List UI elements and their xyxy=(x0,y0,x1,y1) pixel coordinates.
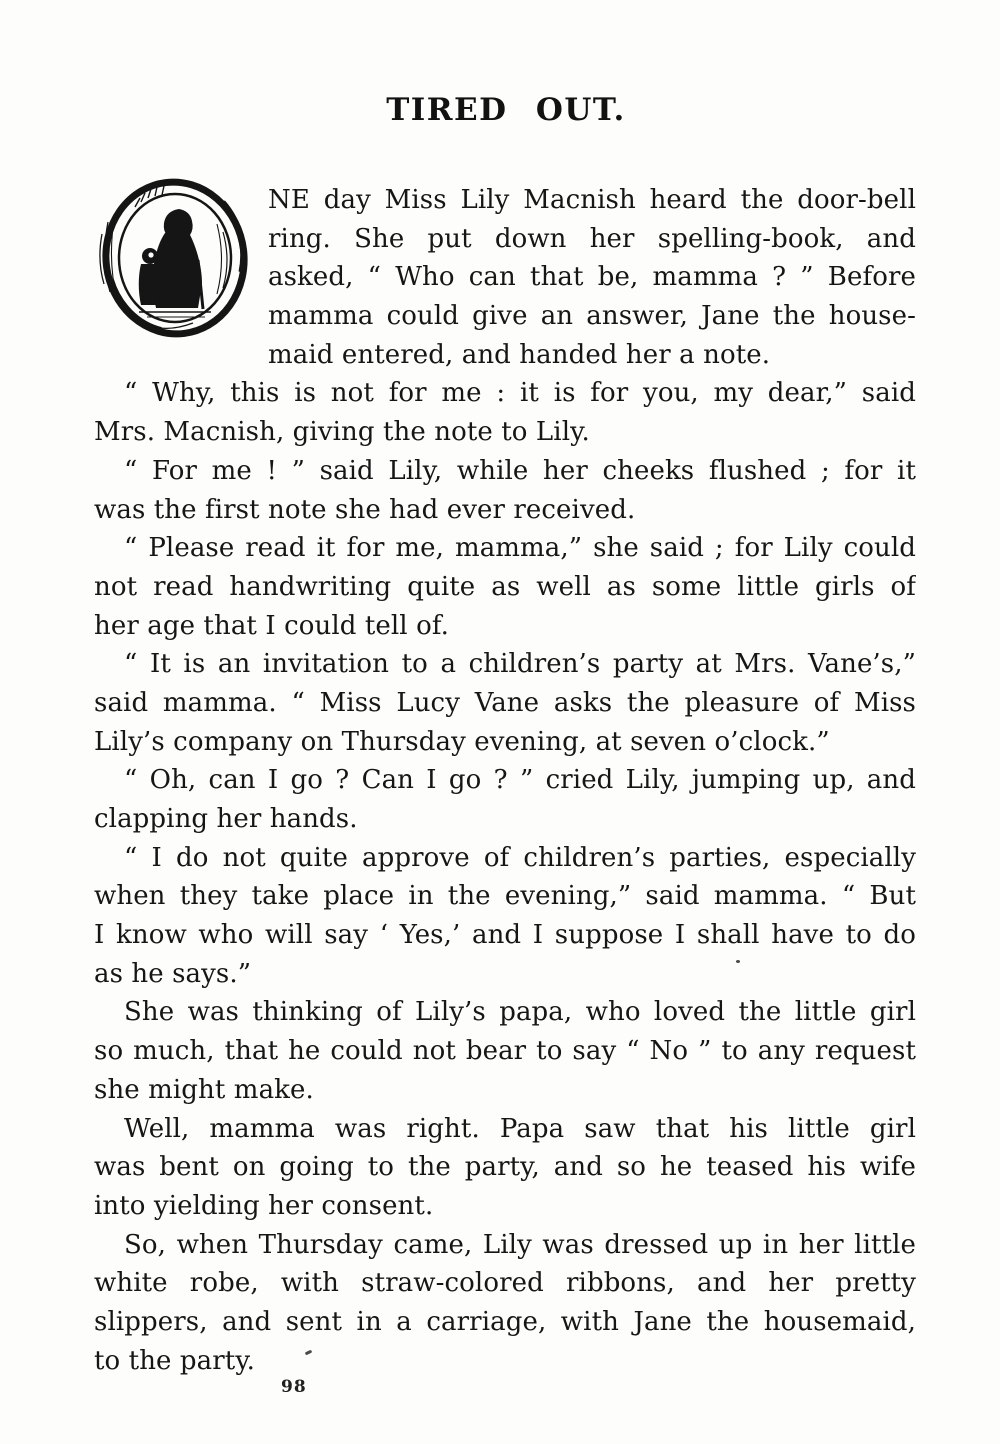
text-line: said mamma. “ Miss Lucy Vane asks the pleasure of Miss xyxy=(94,687,916,718)
paragraph xyxy=(94,374,916,451)
text-line: asked, “ Who can that be, mamma ? ” Before xyxy=(268,262,916,293)
paragraph xyxy=(94,645,916,761)
paragraph xyxy=(94,452,916,529)
text-line: “ I do not quite approve of children’s parties, especially xyxy=(124,842,916,873)
text-line: mamma could give an answer, Jane the house- xyxy=(268,301,916,332)
text-line: was the first note she had ever received. xyxy=(94,494,636,525)
text-line: Mrs. Macnish, giving the note to Lily. xyxy=(94,417,590,448)
text-line: “ Please read it for me, mamma,” she said ; for Lily could xyxy=(124,533,916,564)
text-line: Well, mamma was right. Papa saw that his little girl xyxy=(124,1113,916,1144)
page-title: TIRED OUT. xyxy=(386,92,626,128)
scan-speck xyxy=(736,960,740,963)
text-line: ring. She put down her spelling-book, and xyxy=(268,223,916,254)
paragraph xyxy=(94,993,916,1109)
text-line: white robe, with straw-colored ribbons, and her pretty xyxy=(94,1268,916,1299)
paragraph xyxy=(94,1226,916,1381)
paragraph xyxy=(94,1110,916,1226)
page-body xyxy=(94,181,916,1380)
page-number: 98 xyxy=(281,1377,307,1397)
text-line: her age that I could tell of. xyxy=(94,610,449,641)
historiated-initial-o-illustration xyxy=(95,176,257,343)
text-line: not read handwriting quite as well as some little girls of xyxy=(94,571,916,602)
text-line: “ For me ! ” said Lily, while her cheeks flushed ; for it xyxy=(124,455,916,486)
text-line: NE day Miss Lily Macnish heard the door-bell xyxy=(268,185,916,215)
text-line: “ Why, this is not for me : it is for you, my dear,” said xyxy=(124,378,916,409)
text-line: I know who will say ‘ Yes,’ and I suppose I shall have to do xyxy=(94,920,916,951)
text-line: to the party. xyxy=(94,1345,256,1376)
text-line: “ Oh, can I go ? Can I go ? ” cried Lily, jumping up, and xyxy=(124,765,916,796)
paragraph xyxy=(94,839,916,994)
text-line: into yielding her consent. xyxy=(94,1190,434,1221)
text-line: she might make. xyxy=(94,1074,314,1105)
text-line: as he says.” xyxy=(94,958,252,989)
text-line: maid entered, and handed her a note. xyxy=(268,339,771,370)
paragraph xyxy=(94,761,916,838)
drop-cap-paragraph xyxy=(94,181,916,374)
text-line: She was thinking of Lily’s papa, who loved the little girl xyxy=(124,997,916,1028)
text-line: So, when Thursday came, Lily was dressed up in her little xyxy=(124,1229,916,1260)
text-line: clapping her hands. xyxy=(94,804,358,834)
text-line: was bent on going to the party, and so he teased his wife xyxy=(94,1152,916,1183)
text-line: so much, that he could not bear to say “ No ” to any request xyxy=(94,1036,916,1067)
text-line: “ It is an invitation to a children’s party at Mrs. Vane’s,” xyxy=(124,649,916,680)
text-line: Lily’s company on Thursday evening, at seven o’clock.” xyxy=(94,726,830,757)
text-line: when they take place in the evening,” said mamma. “ But xyxy=(94,881,916,912)
text-line: slippers, and sent in a carriage, with Jane the housemaid, xyxy=(94,1306,916,1337)
paragraph xyxy=(94,529,916,645)
